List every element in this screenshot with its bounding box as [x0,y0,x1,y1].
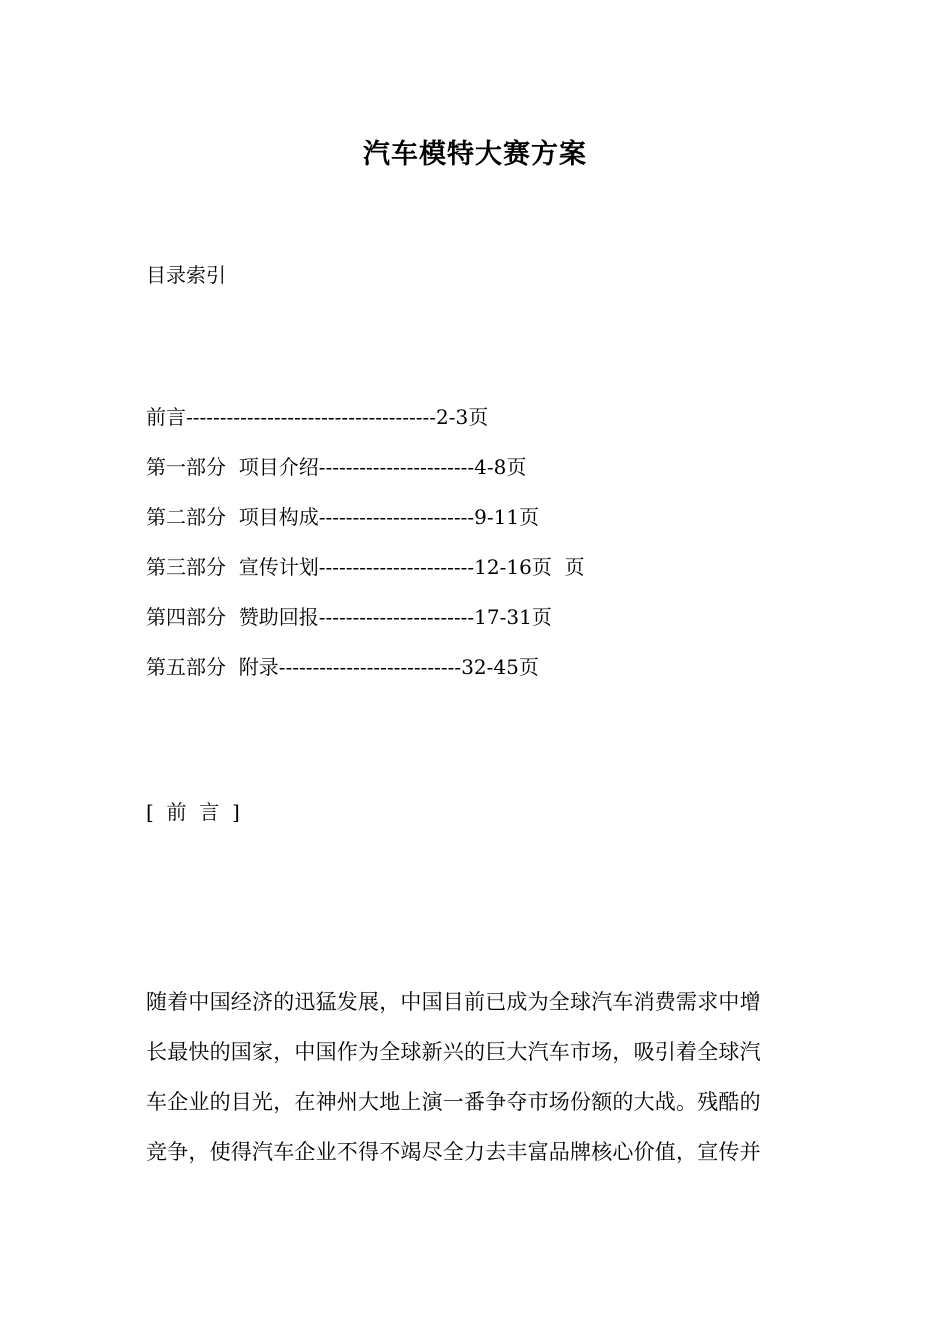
toc-entry-suffix: 页 [519,505,540,529]
toc-entry-label: 第三部分 宣传计划 [146,555,319,579]
toc-entry-pages: 17-31 [474,605,532,629]
toc-entry-pages: 9-11 [474,505,520,529]
toc-entry-suffix: 页 [518,655,539,679]
toc-entry-pages: 4-8 [474,455,507,479]
table-of-contents [146,402,585,702]
toc-entry-label: 第五部分 附录 [146,655,279,679]
toc-entry-leader: ------------------------------------- [186,405,437,429]
body-line: 竞争，使得汽车企业不得不竭尽全力去丰富品牌核心价值，宣传并 [146,1140,761,1164]
toc-entry-suffix: 页 [531,605,552,629]
document-title: 汽车模特大赛方案 [363,139,587,170]
toc-entry-pages: 12-16 [474,555,532,579]
body-line: 车企业的目光，在神州大地上演一番争夺市场份额的大战。残酷的 [146,1090,761,1114]
toc-entry-suffix: 页 [506,455,527,479]
toc-entry-pages: 32-45 [461,655,519,679]
body-line: 长最快的国家，中国作为全球新兴的巨大汽车市场，吸引着全球汽 [146,1040,761,1064]
toc-entry-part-1 [146,452,585,502]
body-line: 随着中国经济的迅猛发展，中国目前已成为全球汽车消费需求中增 [146,990,761,1014]
toc-entry-label: 第四部分 赞助回报 [146,605,319,629]
toc-entry-leader: --------------------------- [278,655,462,679]
toc-entry-leader: ----------------------- [318,455,475,479]
toc-entry-pages: 2-3 [436,405,469,429]
toc-entry-label: 第一部分 项目介绍 [146,455,319,479]
toc-entry-leader: ----------------------- [318,505,475,529]
toc-heading: 目录索引 [146,263,226,287]
preface-body [146,985,806,1185]
toc-entry-label: 前言 [146,405,186,429]
preface-heading: [ 前 言 ] [146,800,240,824]
toc-entry-leader: ----------------------- [318,555,475,579]
toc-entry-suffix: 页 [468,405,489,429]
toc-entry-part-2 [146,502,585,552]
toc-entry-part-3 [146,552,585,602]
toc-entry-suffix: 页 页 [531,555,585,579]
toc-entry-part-5 [146,652,585,702]
toc-entry-preface [146,402,585,452]
toc-entry-label: 第二部分 项目构成 [146,505,319,529]
toc-entry-part-4 [146,602,585,652]
toc-entry-leader: ----------------------- [318,605,475,629]
